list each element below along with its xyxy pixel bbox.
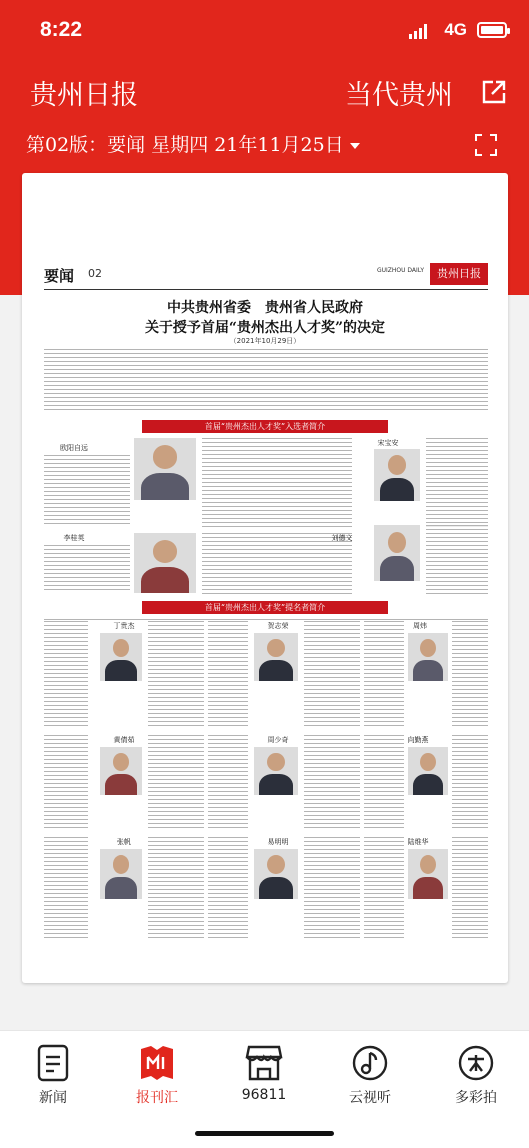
body-text-block: [44, 735, 88, 831]
article-headline-1: 中共贵州省委 贵州省人民政府: [167, 300, 363, 316]
newspaper-english-name: GUIZHOU DAILY: [376, 267, 424, 274]
app-header: [0, 65, 529, 121]
body-text-block: [364, 735, 404, 831]
body-text-block: [426, 525, 488, 597]
portrait-photo: [254, 747, 298, 795]
section-band-nominees: 首届“贵州杰出人才奖”提名者简介: [142, 601, 388, 614]
person-name: 易明明: [267, 838, 289, 846]
person-name: 周炜: [413, 622, 427, 630]
body-text-block: [44, 837, 88, 941]
body-text-block: [44, 349, 488, 411]
fullscreen-icon[interactable]: [475, 134, 497, 156]
newspaper-logo: 贵州日报: [430, 263, 488, 285]
body-text-block: [208, 621, 248, 729]
tab-label: 多彩拍: [455, 1090, 497, 1106]
body-text-block: [364, 621, 404, 729]
portrait-photo: [100, 633, 142, 681]
body-text-block: [452, 837, 488, 941]
body-text-block: [44, 455, 130, 527]
edition-page: 第02版：要闻: [26, 134, 146, 156]
person-name: 李桂英: [63, 534, 85, 542]
share-icon[interactable]: [481, 79, 507, 105]
person-name: 欧阳自远: [60, 444, 88, 452]
person-name: 陆维华: [407, 838, 429, 846]
section-title[interactable]: 当代贵州: [345, 80, 453, 111]
article-date: （2021年10月29日）: [229, 337, 301, 345]
tab-news[interactable]: [8, 1039, 98, 1119]
edition-weekday: 星期四: [151, 134, 209, 156]
body-text-block: [148, 735, 204, 831]
home-indicator[interactable]: [195, 1131, 334, 1136]
person-name: 丁贵杰: [113, 622, 135, 630]
news-icon: [36, 1043, 70, 1083]
network-type: 4G: [444, 20, 467, 39]
tab-label: 云视听: [349, 1090, 391, 1106]
portrait-photo: [134, 533, 196, 593]
tab-label: 96811: [241, 1087, 287, 1103]
body-text-block: [148, 621, 204, 729]
article-headline-2: 关于授予首届“贵州杰出人才奖”的决定: [144, 320, 386, 336]
body-text-block: [364, 837, 404, 941]
portrait-photo: [408, 633, 448, 681]
person-name: 黄倩茹: [113, 736, 135, 744]
newspaper-page[interactable]: [22, 173, 508, 983]
person-name: 周少奇: [267, 736, 289, 744]
body-text-block: [452, 735, 488, 831]
battery-icon: [477, 22, 507, 38]
newspaper-masthead: [44, 265, 488, 290]
tab-label: 报刊汇: [136, 1090, 178, 1106]
body-text-block: [148, 837, 204, 941]
person-name: 贺志荣: [267, 622, 289, 630]
body-text-block: [208, 735, 248, 831]
person-name: 刘德文: [331, 534, 353, 542]
body-text-block: [304, 837, 360, 941]
person-name: 宋宝安: [377, 439, 399, 447]
tab-newspapers[interactable]: [112, 1039, 202, 1119]
body-text-block: [44, 621, 88, 729]
shop-icon: [244, 1043, 284, 1083]
portrait-photo: [408, 747, 448, 795]
newspaper-section-label: 要闻: [44, 267, 75, 285]
portrait-photo: [254, 849, 298, 899]
newspaper-icon: [137, 1043, 177, 1083]
tab-label: 新闻: [39, 1090, 67, 1106]
signal-icon: [409, 24, 429, 39]
portrait-photo: [374, 525, 420, 581]
camera-badge-icon: [456, 1043, 496, 1083]
portrait-photo: [374, 449, 420, 501]
body-text-block: [202, 438, 352, 528]
portrait-photo: [408, 849, 448, 899]
brand-title: 贵州日报: [30, 80, 138, 111]
tab-96811[interactable]: [219, 1039, 309, 1119]
status-bar: [0, 0, 529, 60]
body-text-block: [304, 735, 360, 831]
caret-down-icon: [350, 143, 360, 149]
tab-colorful-shot[interactable]: [431, 1039, 521, 1119]
music-icon: [350, 1043, 390, 1083]
tab-cloud-video[interactable]: [325, 1039, 415, 1119]
body-text-block: [304, 621, 360, 729]
edition-selector[interactable]: [26, 130, 360, 162]
portrait-photo: [100, 849, 142, 899]
section-band-winners: 首届“贵州杰出人才奖”入选者简介: [142, 420, 388, 433]
edition-date: 21年11月25日: [214, 134, 344, 156]
portrait-photo: [134, 438, 196, 500]
body-text-block: [208, 837, 248, 941]
body-text-block: [452, 621, 488, 729]
body-text-block: [426, 438, 488, 528]
person-name: 张帆: [117, 838, 131, 846]
portrait-photo: [254, 633, 298, 681]
portrait-photo: [100, 747, 142, 795]
status-time: 8:22: [40, 18, 83, 41]
body-text-block: [44, 545, 130, 593]
person-name: 向勤燕: [407, 736, 429, 744]
newspaper-page-number: 02: [88, 267, 102, 280]
